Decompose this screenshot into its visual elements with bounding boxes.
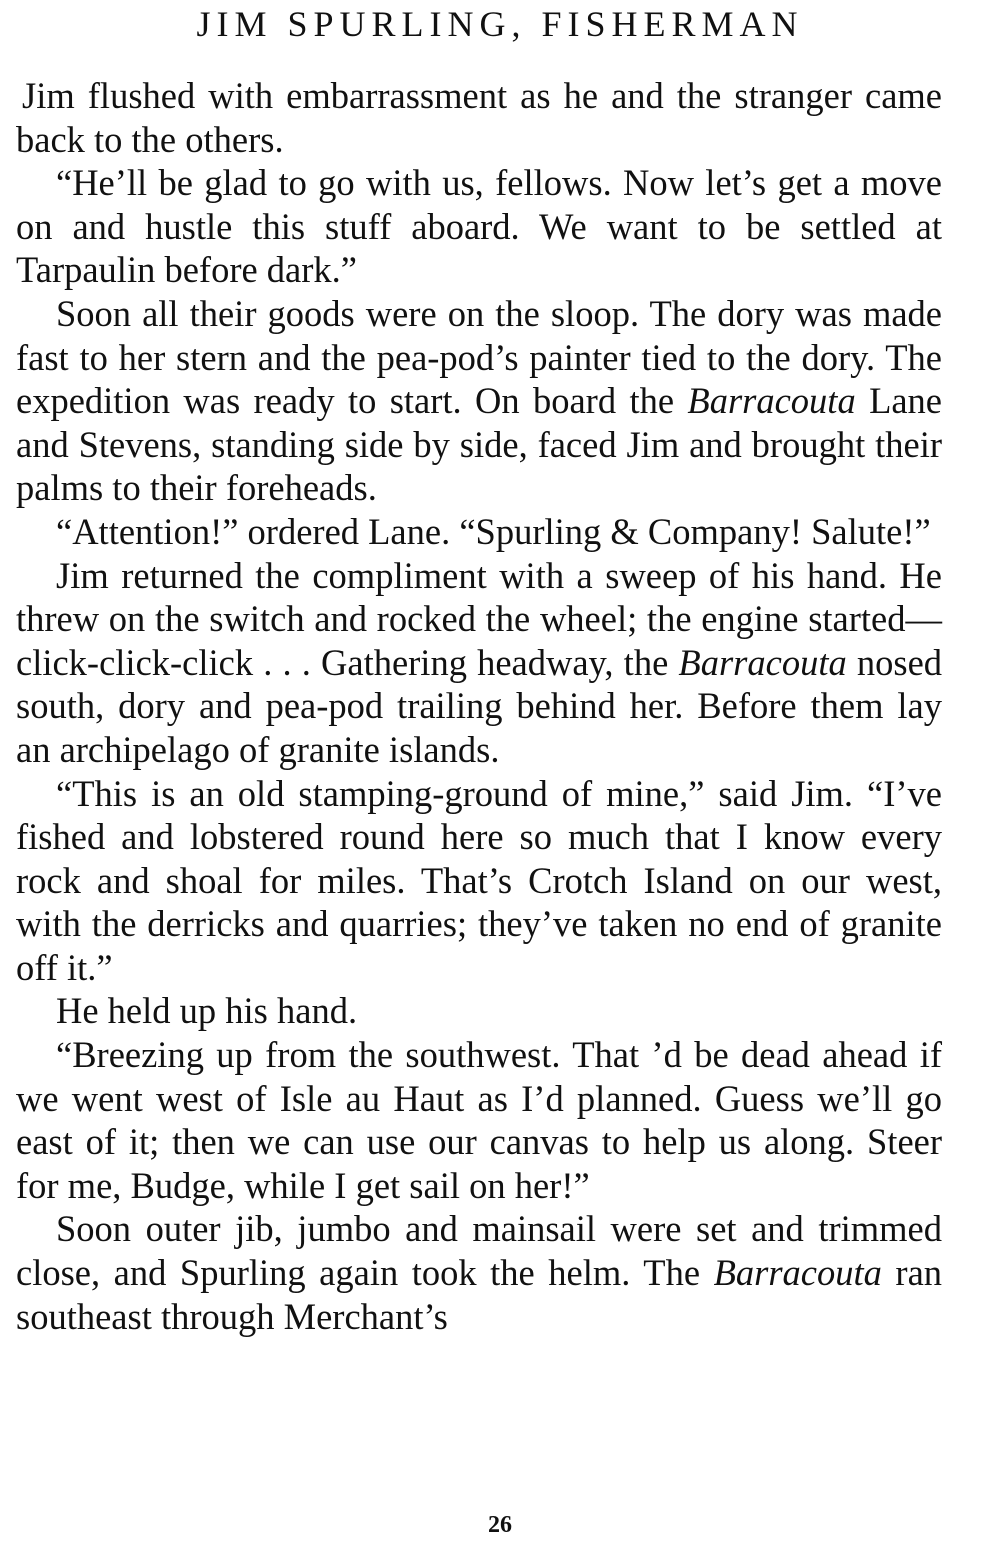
ship-name: Barracouta bbox=[713, 1252, 882, 1294]
ship-name: Barracouta bbox=[678, 641, 847, 683]
paragraph-7: He held up his hand. bbox=[56, 990, 358, 1032]
ship-name: Barracouta bbox=[687, 380, 856, 422]
paragraph-8: “Breezing up from the southwest. That ’d be dead ahead if we went west of Isle au Haut as I’d planned. Guess we’ll go east of it; then we can use our canvas to help us along. Steer for me, Budge, while I get sail on her!” bbox=[16, 1034, 942, 1206]
body-text bbox=[16, 74, 942, 1338]
running-head: JIM SPURLING, FISHERMAN bbox=[196, 4, 804, 44]
paragraph-9: Soon outer jib, jumbo and mainsail were set and trimmed close, and Spurling again took the helm. The Barracouta ran southeast through Merchant’s bbox=[16, 1208, 943, 1337]
paragraph-2: “He’ll be glad to go with us, fellows. Now let’s get a move on and hustle this stuff aboard. We want to be settled at Tarpaulin before dark.” bbox=[16, 162, 942, 291]
paragraph-1: Jim flushed with embarrassment as he and the stranger came back to the others. bbox=[16, 75, 942, 160]
paragraph-5: Jim returned the compliment with a sweep of his hand. He threw on the switch and rocked the wheel; the engine started—click-click-click . . . Gathering headway, the Barracouta nosed south, dory and pea-pod trailing behind her. Before them lay an archipelago of granite islands. bbox=[16, 554, 943, 770]
paragraph-3: Soon all their goods were on the sloop. The dory was made fast to her stern and the pea-pod’s painter tied to the dory. The expedition was ready to start. On board the Barracouta Lane and Stevens, standing side by side, faced Jim and brought their palms to their foreheads. bbox=[16, 292, 943, 509]
page-number: 26 bbox=[488, 1512, 512, 1538]
paragraph-6: “This is an old stamping-ground of mine,” said Jim. “I’ve fished and lobstered round here so much that I know every rock and shoal for miles. That’s Crotch Island on our west, with the derricks and quarries; they’ve taken no end of granite off it.” bbox=[16, 772, 942, 988]
paragraph-4: “Attention!” ordered Lane. “Spurling & Company! Salute!” bbox=[56, 510, 931, 552]
